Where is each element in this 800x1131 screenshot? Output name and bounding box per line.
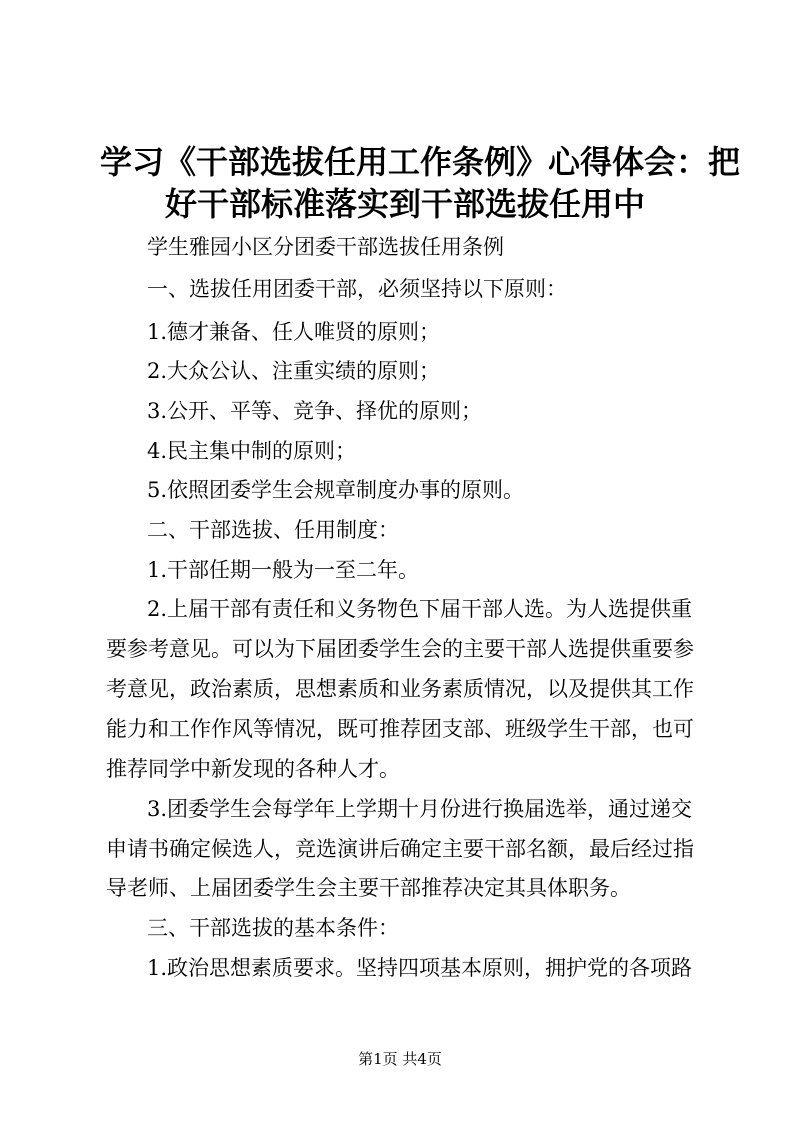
principle-item-4: 4.民主集中制的原则； bbox=[147, 439, 357, 463]
system-item-3-line-2: 申请书确定候选人，竞选演讲后确定主要干部名额，最后经过指 bbox=[106, 837, 694, 861]
system-item-2-line-2: 要参考意见。可以为下届团委学生会的主要干部人选提供重要参 bbox=[106, 637, 694, 661]
document-title-line-1: 学习《干部选拔任用工作条例》心得体会：把 bbox=[100, 143, 741, 181]
system-item-2-line-5: 推荐同学中新发现的各种人才。 bbox=[106, 757, 400, 781]
section-heading-2: 二、干部选拔、任用制度： bbox=[147, 518, 399, 542]
condition-item-1-line-1: 1.政治思想素质要求。坚持四项基本原则，拥护党的各项路 bbox=[147, 956, 693, 980]
subtitle-line: 学生雅园小区分团委干部选拔任用条例 bbox=[147, 235, 504, 259]
system-item-2-line-1: 2.上届干部有责任和义务物色下届干部人选。为人选提供重 bbox=[147, 597, 693, 621]
system-item-1: 1.干部任期一般为一至二年。 bbox=[147, 558, 420, 582]
section-heading-1: 一、选拔任用团委干部，必须坚持以下原则： bbox=[147, 277, 567, 301]
page-footer: 第1页 共4页 bbox=[358, 1050, 442, 1068]
principle-item-3: 3.公开、平等、竞争、择优的原则； bbox=[147, 399, 483, 423]
system-item-3-line-1: 3.团委学生会每学年上学期十月份进行换届选举，通过递交 bbox=[147, 797, 693, 821]
principle-item-2: 2.大众公认、注重实绩的原则； bbox=[147, 359, 441, 383]
principle-item-5: 5.依照团委学生会规章制度办事的原则。 bbox=[147, 478, 525, 502]
principle-item-1: 1.德才兼备、任人唯贤的原则； bbox=[147, 320, 441, 344]
system-item-3-line-3: 导老师、上届团委学生会主要干部推荐决定其具体职务。 bbox=[106, 876, 631, 900]
system-item-2-line-3: 考意见，政治素质，思想素质和业务素质情况，以及提供其工作 bbox=[106, 677, 694, 701]
section-heading-3: 三、干部选拔的基本条件： bbox=[147, 916, 399, 940]
system-item-2-line-4: 能力和工作作风等情况，既可推荐团支部、班级学生干部，也可 bbox=[106, 717, 694, 741]
document-title-line-2: 好干部标准落实到干部选拔任用中 bbox=[164, 185, 645, 223]
